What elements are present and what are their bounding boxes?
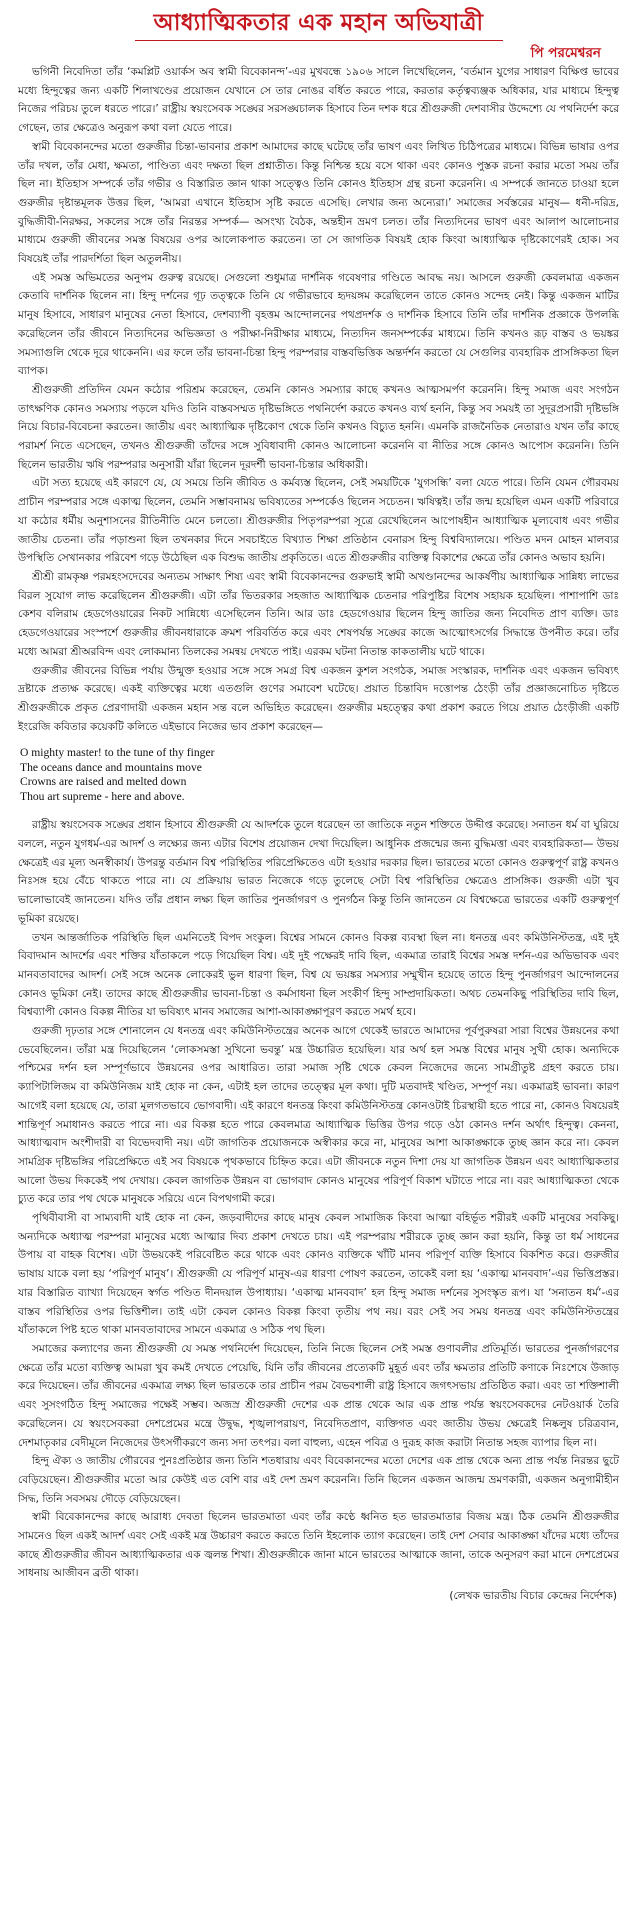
paragraph: গুরুজীর জীবনের বিভিন্ন পর্যায় উন্মুক্ত হওয়ার সঙ্গে সঙ্গে সমগ্র বিশ্ব একজন কুশল সংগঠক, সমাজ সংস্কারক, দার্শনিক এবং একজন ভবিষ্যৎ দ্রষ্টাকে প্রত্যক্ষ করেছে। একই ব্যক্তিত্বের মধ্যে এতগুলি গুণের সমাবেশ ঘটেছে। প্রয়াত চিন্তাবিদ দত্তোপন্ত ঠেংড়ী তাঁর প্রজ্ঞাজনোচিত দৃষ্টিতে শ্রীগুরুজীকে প্রকৃত প্রেরণাদায়ী একজন মহান সন্ত বলে অভিহিত করেছেন। গুরুজীর মহত্ত্বের কথা প্রকাশ করতে গিয়ে প্রয়াত ঠেংড়ীজী একটি ইংরেজি কবিতার কয়েকটি কলিতে এইভাবে নিজের ভাব প্রকাশ করেছেন— <box>18 664 619 733</box>
article-author: পি পরমেশ্বরন <box>530 45 601 61</box>
title-underline <box>135 40 503 41</box>
paragraph: সমাজের কল্যাণের জন্য শ্রীগুরুজী যে সমস্ত পথনির্দেশ দিয়েছেন, তিনি নিজে ছিলেন সেই সমস্ত গুণাবলীর প্রতিমূর্তি। ভারতের পুনর্জাগরণের ক্ষেত্রে তাঁর মতো ব্যক্তিত্ব আমরা খুব কমই দেখতে পেয়েছি, যিনি তাঁর জীবনের প্রত্যেকটি মুহূর্ত এবং তাঁর ক্ষমতার প্রতিটি কণাকে নিঃশেষে উজাড় করে দিয়েছেন। তাঁর জীবনের একমাত্র লক্ষ্য ছিল ভারতকে তার প্রাচীন পরম বৈভবশালী রাষ্ট্র হিসাবে জগৎসভায় প্রতিষ্ঠিত করা। এবং তা শক্তিশালী এবং সুসংগঠিত হিন্দু সমাজের পক্ষেই সম্ভব। অজস্র শ্রীগুরুজী দেশের এক প্রান্ত থেকে আর এক প্রান্ত পর্যন্ত স্বয়ংসেবকদের নেটওয়ার্ক তৈরি করেছিলেন। যে স্বয়ংসেবকরা দেশপ্রেমের মন্ত্রে উদ্বুদ্ধ, শৃঙ্খলাপরায়ণ, নিবেদিতপ্রাণ, ব্যক্তিগত এবং জাতীয় উভয় ক্ষেত্রেই নিষ্কলুষ চরিত্রবান, দেশমাতৃকার বেদীমূলে নিজেদের উৎসর্গীকরণে জন্য সদা তৎপর। বলা বাহুল্য, এহেন পবিত্র ও দুরূহ কাজ করাটা নিতান্ত সহজ ব্যাপার ছিল না। <box>18 1343 619 1449</box>
article-body-bottom <box>18 816 619 1583</box>
paragraph: এই সমস্ত অভিমতের অনুপম গুরুত্ব রয়েছে। সেগুলো শুধুমাত্র দার্শনিক গবেষণার গণ্ডিতে আবদ্ধ নয়। আসলে গুরুজী কেবলমাত্র একজন কেতাবি দার্শনিক ছিলেন না। হিন্দু দর্শনের গূঢ় তত্ত্বকে তিনি যে গভীরভাবে হৃদয়ঙ্গম করেছিলেন তাতে কোনও সন্দেহ নেই। কিন্তু একজন মাটির মানুষ হিসাবে, সাধারণ মানুষের নেতা হিসাবে, দেশব্যাপী বৃহত্তম আন্দোলনের পথপ্রদর্শক ও দার্শনিক হিসাবে তিনি তাঁর দার্শনিক প্রজ্ঞাকে উপলব্ধি করেছিলেন তাঁর জীবনে নিত্যদিনের অভিজ্ঞতা ও পরীক্ষা-নিরীক্ষার মাধ্যমে, নিত্যদিন জনসম্পর্কের মাধ্যমে। তিনি কখনও রূঢ় বাস্তব ও ভয়ঙ্কর সমস্যাগুলি থেকে দূরে থাকেননি। এর ফলে তাঁর ভাবনা-চিন্তা হিন্দু পরম্পরার বাস্তবভিত্তিক অন্তর্দর্শন করতো যে সেগুলির ব্যবহারিক প্রাসঙ্গিকতা ছিল ব্যাপক। <box>18 271 619 378</box>
paragraph: হিন্দু ঐক্য ও জাতীয় গৌরবের পুনঃপ্রতিষ্ঠার জন্য তিনি শতধারায় এবং বিবেকানন্দের মতো দেশের এক প্রান্ত থেকে অন্য প্রান্ত পর্যন্ত নিরন্তর ছুটে বেড়িয়েছেন। শ্রীগুরুজীর মতো আর কেউই এত বেশি বার এই দেশ ভ্রমণ করেননি। তিনি ছিলেন একজন আজন্ম ভ্রমণকারী, একজন অনুগামীহীন সিদ্ধ, তিনি সবসময় দৌড়ে বেড়িয়েছেন। <box>18 1455 619 1505</box>
poem-line: Thou art supreme - here and above. <box>20 789 185 803</box>
paragraph: স্বামী বিবেকানন্দের মতো গুরুজীর চিন্তা-ভাবনার প্রকাশ আমাদের কাছে ঘটেছে তাঁর ভাষণ এবং লিখিত চিঠিপত্রের মাধ্যমে। বিভিন্ন ভাষার ওপর তাঁর দখল, তাঁর মেধা, ক্ষমতা, পাণ্ডিত্য এবং দক্ষতা ছিল প্রশ্নাতীত। কিন্তু নিশ্চিন্ত হয়ে বসে থাকা এবং কোনও পুস্তক রচনা করার মতো সময় তাঁর ছিল না। ইতিহাস সম্পর্কে তাঁর গভীর ও বিস্তারিত জ্ঞান থাকা সত্ত্বেও তিনি কোনও ইতিহাস গ্রন্থ রচনা করেননি। এ সম্পর্কে জানতে চাওয়া হলে গুরুজীর দৃষ্টান্তমূলক উত্তর ছিল, ‘আমরা এখানে ইতিহাস সৃষ্টি করতে এসেছি। লেখার জন্য অন্যেরা।’ সমাজের সর্বস্তরের মানুষ— ধনী-দরিদ্র, বুদ্ধিজীবী-নিরক্ষর, সকলের সঙ্গে তাঁর নিরন্তর সম্পর্ক— অসংখ্য বৈঠক, অন্তহীন ভ্রমণ চলত। তাঁর নিত্যদিনের ভাষণ এবং আলাপ আলোচনার মাধ্যমে গুরুজী জীবনের সমস্ত বিষয়ের ওপর আলোকপাত করতেন। তা সে জাগতিক বিষয়ই হোক কিংবা আধ্যাত্মিক দৃষ্টিকোণেরই হোক। সব বিষয়েই তাঁর পারদর্শিতা ছিল অতুলনীয়। <box>18 140 619 266</box>
poem-line: Crowns are raised and melted down <box>20 775 187 789</box>
paragraph: এটা সত্য হয়েছে এই কারণে যে, যে সময়ে তিনি জীবিত ও কর্মব্যস্ত ছিলেন, সেই সময়টিকে ‘যুগসন্ধি’ বলা যেতে পারে। তিনি যেমন গৌরবময় প্রাচীন পরম্পরার সঙ্গে একাত্ম ছিলেন, তেমনি সম্ভাবনাময় ভবিষ্যতের সম্পর্কেও ছিলেন সচেতন। ঋষিত্বই। তাঁর জন্ম হয়েছিল এমন একটি পরিবারে যা কঠোর ধর্মীয় অনুশাসনের রীতিনীতি মেনে চলতো। শ্রীগুরুজীর পিতৃপরম্পরা সূত্রে রেখেছিলেন আপোষহীন আধ্যাত্মিক মূল্যবোধ এবং গভীর জাতীয় চেতনা। তাঁর পড়াশুনা ছিল তখনকার দিনে সবচাইতে বিখ্যাত শিক্ষা প্রতিষ্ঠান বেনারস হিন্দু বিশ্ববিদ্যালয়ে। পণ্ডিত মদন মোহন মালব্যর উপস্থিতি সেখানকার পরিবেশ গড়ে উঠেছিল এক বিশুদ্ধ জাতীয় প্রকৃতিতে। এতে শ্রীগুরুজীর ব্যক্তিত্ব বিকাশের ক্ষেত্রে তাঁর কোনও অভাব হয়নি। <box>18 477 619 565</box>
paragraph: তখন আন্তর্জাতিক পরিস্থিতি ছিল এমনিতেই বিপদ সংকুল। বিশ্বের সামনে কোনও বিকল্প ব্যবস্থা ছিল না। ধনতন্ত্র এবং কমিউনিস্টতন্ত্র, এই দুই বিবাদমান আদর্শের এবং শক্তির যাঁতাকলে পড়ে গিয়েছিল বিশ্ব। এই দুই পক্ষেরই দাবি ছিল, একমাত্র তারাই বিশ্বের সমস্ত দর্শন-এর অভিভাবক এবং মানবতাবাদের আদর্শ। সেই সঙ্গে অনেক লোকেরই ভুল ধারণা ছিল, বিশ্ব যে ভয়ঙ্কর সমস্যার সম্মুখীন হয়েছে তাতে হিন্দু পুনর্জাগরণ আন্দোলনের কোনও ভূমিকা নেই। তাদের কাছে শ্রীগুরুজীর ভাবনা-চিন্তা ও কর্মসাধনা ছিল সংকীর্ণ হিন্দু সাম্প্রদায়িকতা। অথচ তেমনকিছু পরিস্থিতির দাবি ছিল, বিশ্বব্যাপী কোনও বিকল্প নীতির যা ভবিষ্যৎ মানব সমাজের আশা-আকাঙ্ক্ষাপূরণ করতে সমর্থ হবে। <box>18 931 619 1019</box>
paragraph: ভগিনী নিবেদিতা তাঁর ‘কমপ্লিট ওয়ার্কস অব স্বামী বিবেকানন্দ’-এর মুখবন্ধে ১৯০৬ সালে লিখেছিলেন, ‘বর্তমান যুগের সাধারণ বিক্ষিপ্ত ভাবের মধ্যে হিন্দুত্বের জন্য একটি শিলাখণ্ডের প্রয়োজন যেখানে সে তার নোঙর বর্ধিত করতে পারে, করতার কর্তৃত্বব্যঞ্জক অধিকার, যার মাধ্যমে হিন্দুত্ব নিজের পরিচয় তুলে ধরতে পারে।’ রাষ্ট্রীয় স্বয়ংসেবক সঙ্ঘের সরসঙ্ঘচালক হিসাবে তিন দশক ধরে শ্রীগুরুজী দেশবাসীর উদ্দেশ্যে যে পথনির্দেশ করে গেছেন, তার ক্ষেত্রেও অনুরূপ কথা বলা যেতে পারে। <box>18 66 619 135</box>
author-note: (লেখক ভারতীয় বিচার কেন্দ্রের নির্দেশক) <box>449 1590 617 1603</box>
article-body-top <box>18 63 619 736</box>
paragraph: গুরুজী দৃঢ়তার সঙ্গে শোনালেন যে ধনতন্ত্র এবং কমিউনিস্টতন্ত্রের অনেক আগে থেকেই ভারতে আমাদের পূর্বপুরুষরা সারা বিশ্বের উন্নয়নের কথা ভেবেছিলেন। তাঁরা মন্ত্র দিয়েছিলেন ‘লোকসমস্তা সুখিনো ভবন্তু’ মন্ত্র উচ্চারিত হয়েছিল। যার অর্থ হল সমস্ত বিশ্বের মানুষ সুখী হোক। অন্যদিকে পশ্চিমের দর্শন হল সম্পূর্ণভাবে উন্নয়নের ওপর আধারিত। তারা সমাজ সৃষ্টি থেকে কেবল নিজেদের জন্যে সামগ্রীতুষ্ট গ্রহণ করতে চায়। ক্যাপিটালিজম বা কমিউনিজম যাই হোক না কেন, এটাই হল তাদের তত্ত্বের মূল কথা। দুটি মতবাদই খণ্ডিত, সম্পূর্ণ নয়। একমাত্রই ভাবনা। কারণ আগেই বলা হয়েছে যে, তারা মূলগতভাবে ভোগবাদী। এই কারণে ধনতন্ত্র কিংবা কমিউনিস্টতন্ত্র কোনওটাই চিরস্থায়ী হতে পারে না, কোনও বিষয়েরই শান্তিপূর্ণ সমাধানও করতে পারে না। এর বিকল্প হতে পারে কেবলমাত্র আধ্যাত্মিক ভিত্তির উপর গড়ে ওঠা কোনও দর্শন অর্থাৎ হিন্দুত্ব। কেননা, আধ্যাত্মবাদ অংশীদারী বা বিভেদবাদী নয়। এটা জাগতিক প্রয়োজনকে অস্বীকার করে না, মানুষের আশা আকাঙ্ক্ষাকে তুচ্ছ জ্ঞান করে না। কেবল সামগ্রিক দৃষ্টিভঙ্গির পরিপ্রেক্ষিতে এই সব বিষয়কে পৃথকভাবে চিহ্নিত করে। এটা জীবনকে নতুন দিশা দেয় যা জাগতিক উন্নয়ন এবং আধ্যাত্মিকতার আলো উভয় দিককেই পথ দেখায়। কেবল জাগতিক উন্নয়ন বা ভোগবাদ কোনও মানুষের পরিপূর্ণ বিকাশ ঘটাতে পারে না। বরং আধ্যাত্মিকতা থেকে চ্যুত করে তার পথ থেকে মানুষকে সরিয়ে এনে বিপথগামী করে। <box>18 1025 619 1206</box>
english-poem-quote <box>20 746 619 804</box>
poem-line: O mighty master! to the tune of thy finger <box>20 746 215 760</box>
paragraph: পৃথিবীবাসী বা সাম্যবাদী যাই হোক না কেন, জড়বাদীদের কাছে মানুষ কেবল সামাজিক কিংবা আত্মা বহির্ভূত শরীরই একটি মানুষের সবকিছু। অন্যদিকে অধ্যাত্ম পরম্পরা মানুষের মধ্যে আত্মার দিব্য প্রকাশ দেখতে চায়। এই পরম্পরায় শরীরকে তুচ্ছ জ্ঞান করা হয়নি, কিন্তু তা ধর্ম সাধনের উপায় বা বাহক বিশেষ। এটা উভয়কেই পরিবেষ্টিত করে থাকে এবং কোনও ব্যক্তিকে খাঁটি মানব পরিপূর্ণ ব্যক্তি হিসাবে বিকশিত করে। গুরুজীর ভাষায় যাকে বলা হয় ‘পরিপূর্ণ মানুষ’। শ্রীগুরুজী যে পরিপূর্ণ মানুষ-এর ধারণা পোষণ করতেন, তাকেই বলা হয় ‘একাত্ম মানববাদ’-এর ভিত্তিপ্রস্তর। যার বিস্তারিত ব্যাখ্যা দিয়েছেন স্বর্গত পণ্ডিত দীনদয়াল উপাধ্যায়। ‘একাত্ম মানববাদ’ হল হিন্দু সমাজ দর্শনের সুসংস্কৃত রূপ। যা ‘সনাতন ধর্ম’-এর বাস্তব পরিস্থিতির ওপর ভিত্তিশীল। তাই এটা কেবল কোনও বিকল্প কিংবা তৃতীয় পথ নয়। বরং সেই সব সময় ধনতন্ত্র এবং কমিউনিস্টতন্ত্রের যাঁতাকলে পিষ্ট হতে থাকা মানবতাবাদের সামনে একমাত্র ও সঠিক পথ ছিল। <box>18 1212 619 1337</box>
poem-line: The oceans dance and mountains move <box>20 760 202 774</box>
paragraph: রাষ্ট্রীয় স্বয়ংসেবক সঙ্ঘের প্রধান হিসাবে শ্রীগুরুজী যে আদর্শকে তুলে ধরেছেন তা জাতিকে নতুন শক্তিতে উদ্দীপ্ত করেছে। সনাতন ধর্ম বা ঘুরিয়ে বললে, নতুন যুগধর্ম-এর আদর্শ ও লক্ষ্যের জন্য এটার বিশেষ প্রয়োজন দেখা দিয়েছিল। আধুনিক প্রজন্মের জন্য বুদ্ধিমত্তা এবং ব্যবহারিকতা— উভয় ক্ষেত্রেই এর মূল্য অনস্বীকার্য। উপরন্তু বর্তমান বিশ্ব পরিস্থিতির পরিপ্রেক্ষিতেও এটা হওয়ার দরকার ছিল। ভারতের মতো কোনও গুরুত্বপূর্ণ রাষ্ট্র কখনও নিঃসঙ্গ হয়ে বেঁচে থাকতে পারে না। যে প্রক্রিয়ায় ভারত নিজেকে গড়ে তুলেছে সেটা বিশ্ব পরিস্থিতির ক্ষেত্রেও প্রাসঙ্গিক। গুরুজী এটা খুব ভালোভাবেই জানতেন। যদিও তাঁর প্রধান লক্ষ্য ছিল জাতির পুনর্জাগরণ ও পুনর্গঠন কিন্তু তিনি জানতেন যে বিশ্বক্ষেত্রে ভারতের একটি গুরুত্বপূর্ণ ভূমিকা রয়েছে। <box>18 819 619 925</box>
article-title: আধ্যাত্মিকতার এক মহান অভিযাত্রী <box>153 10 484 36</box>
paragraph: শ্রীগুরুজী প্রতিদিন যেমন কঠোর পরিশ্রম করেছেন, তেমনি কোনও সমস্যার কাছে কখনও আত্মসমর্পণ করেননি। হিন্দু সমাজ এবং সংগঠন তাৎক্ষণিক কোনও সমস্যায় পড়লে যদিও তিনি বাস্তবসম্মত দৃষ্টিভঙ্গিতে পথনির্দেশ করতে কখনও ব্যর্থ হননি, কিন্তু সব সময়ই তা সুদূরপ্রসারী দৃষ্টিভঙ্গি নিয়ে বিচার-বিবেচনা করতেন। জাতীয় এবং আধ্যাত্মিক দৃষ্টিকোণ থেকে তিনি কখনও বিচ্যুত হননি। এমনকি রাজনৈতিক নেতারাও যখন তাঁর কাছে পরামর্শ নিতে এসেছেন, তখনও শ্রীগুরুজী তাঁদের সঙ্গে সুবিধাবাদী কোনও আলোচনা করেননি বা নীতির সঙ্গে কোনও আপোস করেননি। তিনি ছিলেন ভারতীয় ঋষি পরম্পরার অনুসারী যাঁরা ছিলেন দূরদর্শী ভাবনা-চিন্তার অধিকারী। <box>18 383 619 471</box>
paragraph: শ্রীশ্রী রামকৃষ্ণ পরমহংসদেবের অন্যতম সাক্ষাৎ শিষ্য এবং স্বামী বিবেকানন্দের গুরুভাই স্বামী অখণ্ডানন্দের আকর্ষণীয় আধ্যাত্মিক সান্নিধ্য লাভের বিরল সুযোগ লাভ করেছিলেন শ্রীগুরুজী। এটা তাঁর ভিতরকার সহজাত আধ্যাত্মিক চেতনার পরিপুষ্টির বিশেষ সহায়ক হয়েছিল। পাশাপাশি ডাঃ কেশব বলিরাম হেডগেওয়ারের নিকট সান্নিধ্যে এসেছিলেন তিনি। আর ডাঃ হেডগেওয়ার ছিলেন হিন্দু জাতির জন্য নিবেদিত প্রাণ ব্যক্তি। ডাঃ হেডগেওয়ারের সংস্পর্শে গুরুজীর জীবনধারাকে ক্রমশ পরিবর্তিত করে এবং শেষপর্যন্ত সঙ্ঘের কাজে আত্মোৎসর্গের সিদ্ধান্তে উপনীত করে। তাঁর মধ্যে আমরা শ্রীঅরবিন্দ এবং লোকমান্য তিলকের সমন্বয় দেখতে পাই। এরকম ঘটনা নিতান্ত কাকতালীয় ঘটে থাকে। <box>18 570 619 658</box>
paragraph: স্বামী বিবেকানন্দের কাছে আরাধ্য দেবতা ছিলেন ভারতমাতা এবং তাঁর কণ্ঠে ধ্বনিত হত ভারতমাতার বিজয় মন্ত্র। ঠিক তেমনি শ্রীগুরুজীর সামনেও ছিল একই আদর্শ এবং সেই একই মন্ত্র উচ্চারণ করতে করতে তিনি ইহলোক ত্যাগ করেছেন। তাই দেশ সেবার আকাঙ্ক্ষা যাঁদের মধ্যে তাঁদের কাছে শ্রীগুরুজীর জীবন আধ্যাত্মিকতার এক জ্বলন্ত শিখা। শ্রীগুরুজীকে জানা মানে ভারতের আত্মাকে জানা, তাকে অনুসরণ করা মানে দেশপ্রেমের সাধনায় আজীবন ব্রতী থাকা। <box>18 1511 619 1580</box>
